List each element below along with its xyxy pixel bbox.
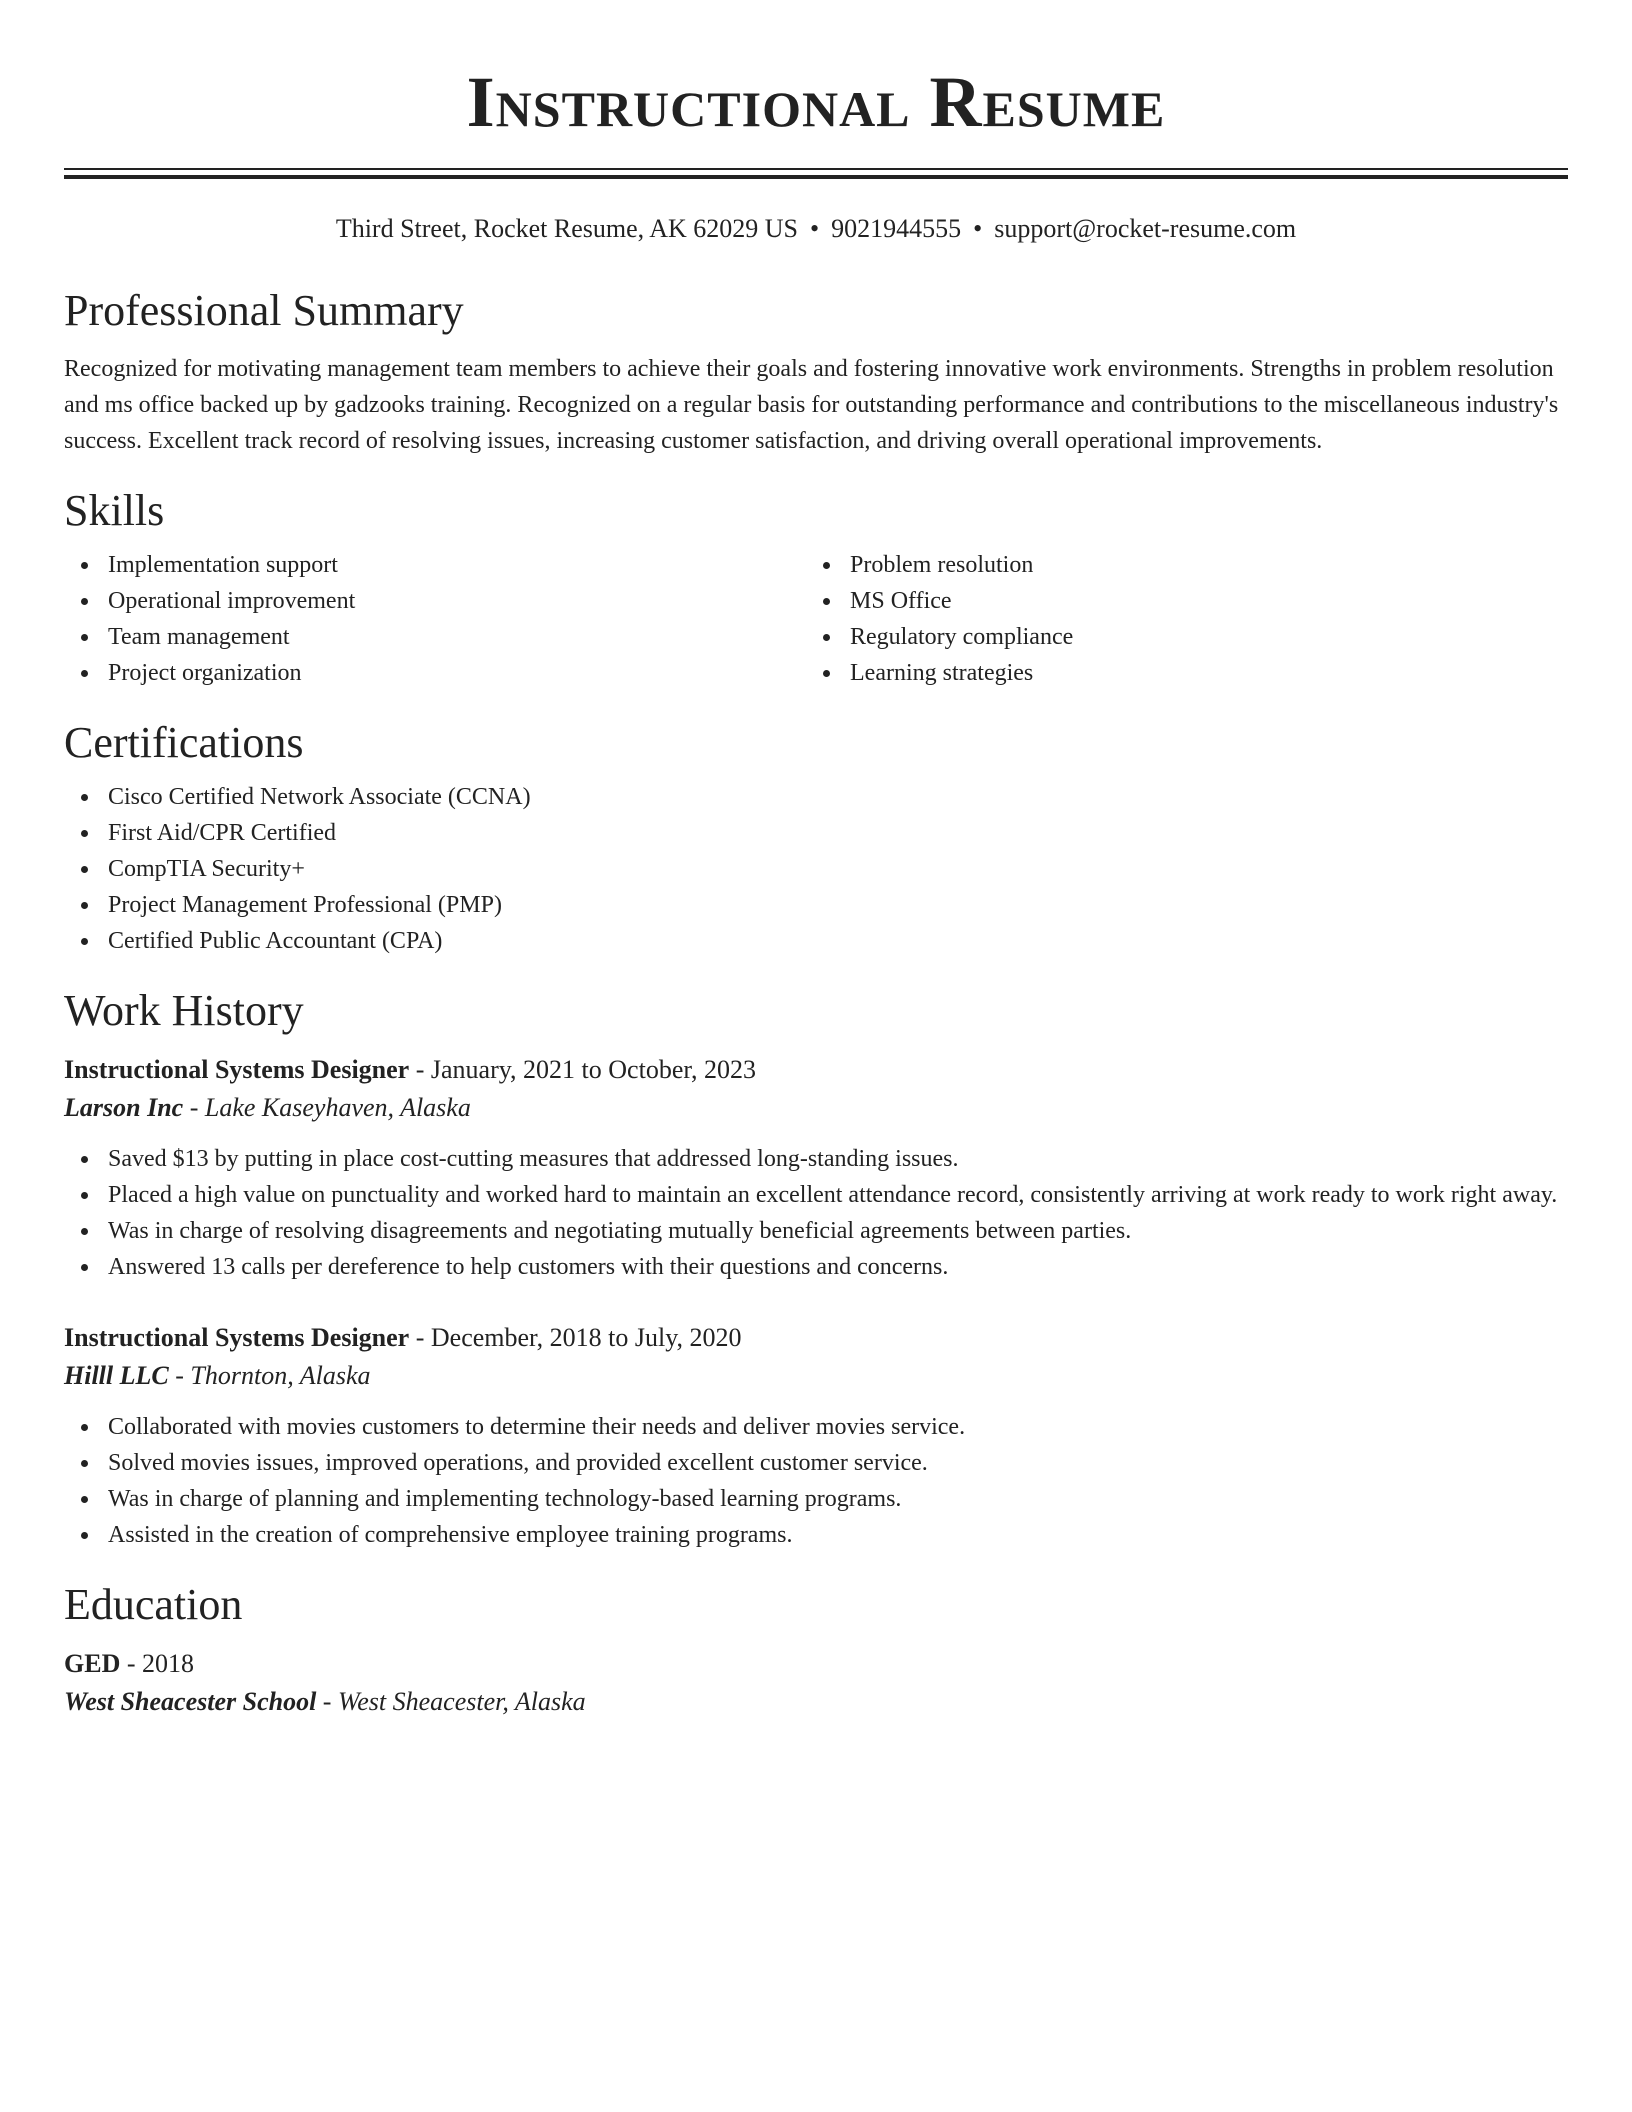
job-entry [64, 1051, 1568, 1285]
company-location: Thornton, Alaska [190, 1361, 371, 1390]
certification-item: Certified Public Accountant (CPA) [64, 923, 1568, 959]
title-divider [64, 168, 1568, 179]
contact-separator: • [810, 214, 820, 243]
skill-item: Regulatory compliance [806, 619, 1548, 655]
skill-item: Team management [64, 619, 806, 655]
job-entry [64, 1319, 1568, 1553]
summary-text: Recognized for motivating management team members to achieve their goals and fostering innovative work environments. Strengths in problem resolution and ms office backed up by gadzooks training. Recognized on a regular basis for outstanding performance and contributions to the miscellaneous industry's success. Excellent track record of resolving issues, increasing customer satisfaction, and driving overall operational improvements. [64, 356, 1559, 454]
skill-item: Project organization [64, 655, 806, 691]
job-bullet: Was in charge of planning and implementing technology-based learning programs. [64, 1481, 1568, 1517]
certifications-list [64, 779, 1568, 959]
school-name: West Sheacester School [64, 1687, 317, 1716]
contact-separator: • [973, 214, 983, 243]
company-line: Hilll LLC - Thornton, Alaska [64, 1361, 371, 1390]
skills-left-column [64, 547, 806, 691]
work-history-section [64, 985, 1568, 1553]
job-bullet: Assisted in the creation of comprehensive employee training programs. [64, 1517, 1568, 1553]
certifications-heading: Certifications [64, 718, 304, 767]
job-bullet: Answered 13 calls per dereference to help customers with their questions and concerns. [64, 1249, 1568, 1285]
skill-item: MS Office [806, 583, 1548, 619]
job-title-line: Instructional Systems Designer - January, 2021 to October, 2023 [64, 1055, 756, 1084]
resume-title: Instructional Resume [466, 62, 1166, 142]
school-location: West Sheacester, Alaska [337, 1687, 586, 1716]
contact-line [64, 213, 1568, 245]
skills-right-column [806, 547, 1548, 691]
contact-email: support@rocket-resume.com [994, 214, 1297, 243]
company-location: Lake Kaseyhaven, Alaska [204, 1093, 471, 1122]
certification-item: Project Management Professional (PMP) [64, 887, 1568, 923]
skill-item: Learning strategies [806, 655, 1548, 691]
job-title: Instructional Systems Designer [64, 1323, 410, 1352]
certifications-section [64, 717, 1568, 959]
skills-section [64, 485, 1568, 691]
work-history-heading: Work History [64, 986, 304, 1035]
job-title: Instructional Systems Designer [64, 1055, 410, 1084]
certification-item: Cisco Certified Network Associate (CCNA) [64, 779, 1568, 815]
job-bullet: Collaborated with movies customers to determine their needs and deliver movies service. [64, 1409, 1568, 1445]
job-dates: December, 2018 to July, 2020 [430, 1323, 742, 1352]
certification-item: CompTIA Security+ [64, 851, 1568, 887]
certification-item: First Aid/CPR Certified [64, 815, 1568, 851]
degree-name: GED [64, 1649, 121, 1678]
job-bullets [64, 1409, 1568, 1553]
contact-phone: 9021944555 [831, 214, 962, 243]
summary-heading: Professional Summary [64, 286, 464, 335]
skills-grid [64, 547, 1568, 691]
skill-item: Problem resolution [806, 547, 1548, 583]
skills-heading: Skills [64, 486, 165, 535]
skill-item: Operational improvement [64, 583, 806, 619]
contact-address: Third Street, Rocket Resume, AK 62029 US [335, 214, 799, 243]
education-heading: Education [64, 1580, 243, 1629]
degree-year: 2018 [142, 1649, 195, 1678]
summary-section [64, 285, 1568, 459]
job-dates: January, 2021 to October, 2023 [430, 1055, 756, 1084]
company-line: Larson Inc - Lake Kaseyhaven, Alaska [64, 1093, 471, 1122]
job-bullet: Placed a high value on punctuality and worked hard to maintain an excellent attendance record, consistently arriving at work ready to work right away. [64, 1177, 1568, 1213]
company-name: Hilll LLC [64, 1361, 169, 1390]
job-bullet: Saved $13 by putting in place cost-cutting measures that addressed long-standing issues. [64, 1141, 1568, 1177]
company-name: Larson Inc [64, 1093, 184, 1122]
job-title-line: Instructional Systems Designer - December, 2018 to July, 2020 [64, 1323, 742, 1352]
job-bullet: Was in charge of resolving disagreements and negotiating mutually beneficial agreements between parties. [64, 1213, 1568, 1249]
job-bullet: Solved movies issues, improved operations, and provided excellent customer service. [64, 1445, 1568, 1481]
education-section [64, 1579, 1568, 1721]
education-entry [64, 1645, 1568, 1721]
job-bullets [64, 1141, 1568, 1285]
school-line: West Sheacester School - West Sheacester, Alaska [64, 1687, 586, 1716]
degree-line: GED - 2018 [64, 1649, 195, 1678]
skill-item: Implementation support [64, 547, 806, 583]
